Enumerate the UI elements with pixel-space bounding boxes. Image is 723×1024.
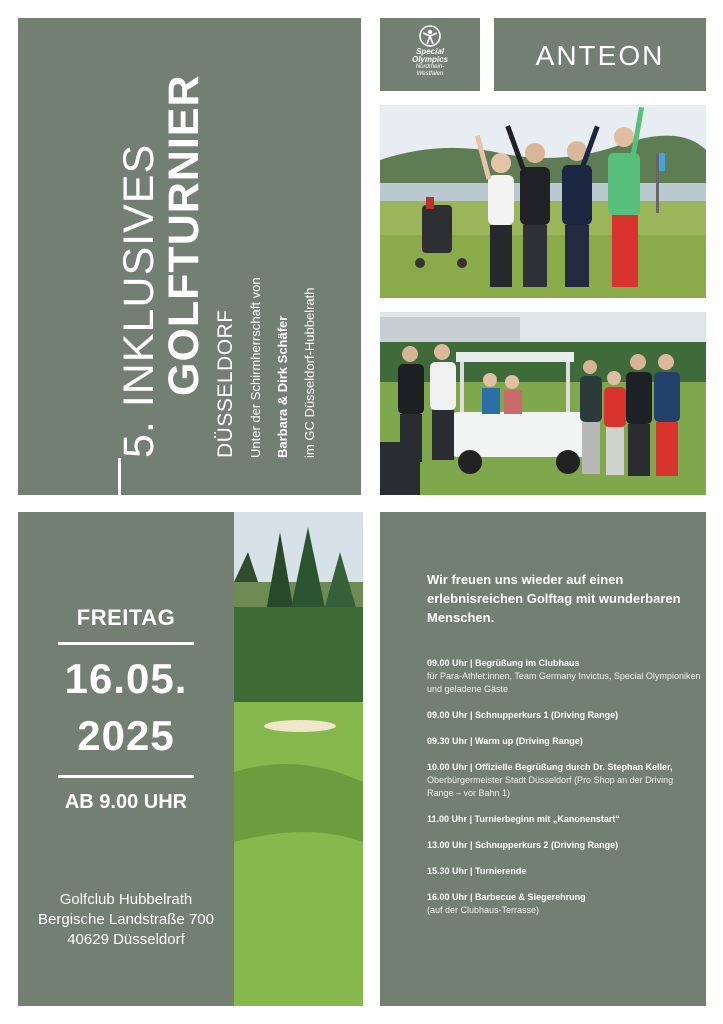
schedule-item [427, 839, 702, 852]
date-overlay [18, 512, 234, 1006]
event-date-day-month: 16.05. [64, 655, 188, 702]
schedule-item-head: 15.30 Uhr | Turnierende [427, 866, 527, 876]
anteon-logo: ANTEON [535, 40, 665, 71]
schedule-item-head: 10.00 Uhr | Offizielle Begrüßung durch Dr. Stephan Keller, [427, 762, 673, 772]
date-panel [18, 512, 363, 1006]
special-olympics-emblem-icon [417, 24, 443, 48]
so-line-1: Special [415, 47, 444, 56]
schedule-item [427, 735, 702, 748]
schedule-item-head: 09.00 Uhr | Begrüßung im Clubhaus [427, 658, 580, 668]
so-line-2: Olympics [411, 55, 448, 64]
title-panel [18, 18, 361, 495]
patron-names: Barbara & Dirk Schäfer [275, 315, 290, 458]
patron-text: Unter der Schirmherrschaft von [248, 277, 263, 458]
event-time: AB 9.00 UHR [64, 791, 188, 813]
divider-top [58, 642, 194, 645]
so-line-3: Nordrhein- [415, 64, 445, 70]
title-accent-bar [118, 458, 121, 495]
title-line-1: 5. INKLUSIVES [115, 143, 163, 458]
schedule-item-sub: Oberbürgermeister Stadt Düsseldorf (Pro Shop an der Driving Range – vor Bahn 1) [427, 775, 674, 798]
so-line-4: Westfalen [416, 71, 444, 77]
event-address [18, 890, 234, 950]
schedule-item [427, 657, 702, 696]
schedule-list [427, 657, 702, 930]
group-photo-golf-cart [380, 312, 706, 495]
address-line-2: Bergische Landstraße 700 [38, 911, 214, 928]
schedule-item [427, 813, 702, 826]
event-day: FREITAG [76, 605, 176, 630]
city-name: DÜSSELDORF [214, 309, 237, 458]
address-line-3: 40629 Düsseldorf [67, 931, 185, 948]
schedule-item [427, 709, 702, 722]
event-date-year: 2025 [77, 712, 175, 759]
club-text: im GC Düsseldorf-Hubbelrath [302, 287, 317, 458]
special-olympics-logo [380, 24, 480, 78]
schedule-item-sub: (auf der Clubhaus-Terrasse) [427, 905, 540, 915]
schedule-item-head: 09.30 Uhr | Warm up (Driving Range) [427, 736, 583, 746]
program-panel [380, 512, 706, 1006]
anteon-logo-box [494, 18, 706, 91]
schedule-item-sub: für Para-Athlet:innen, Team Germany Invictus, Special Olympioniken und geladene Gäste [427, 671, 701, 694]
schedule-item [427, 891, 702, 917]
address-line-1: Golfclub Hubbelrath [59, 891, 193, 908]
schedule-item-head: 16.00 Uhr | Barbecue & Siegerehrung [427, 892, 586, 902]
group-photo-waving [380, 105, 706, 298]
schedule-item-head: 11.00 Uhr | Turnierbeginn mit „Kanonenstart“ [427, 814, 620, 824]
schedule-item-head: 13.00 Uhr | Schnupperkurs 2 (Driving Range) [427, 840, 619, 850]
special-olympics-logo-box [380, 18, 480, 91]
schedule-item-head: 09.00 Uhr | Schnupperkurs 1 (Driving Range) [427, 710, 619, 720]
divider-bottom [58, 775, 194, 778]
schedule-item [427, 761, 702, 800]
program-intro: Wir freuen uns wieder auf einen erlebnisreichen Golftag mit wunderbaren Menschen. [427, 572, 681, 625]
title-line-2: GOLFTURNIER [160, 74, 208, 396]
schedule-item [427, 865, 702, 878]
